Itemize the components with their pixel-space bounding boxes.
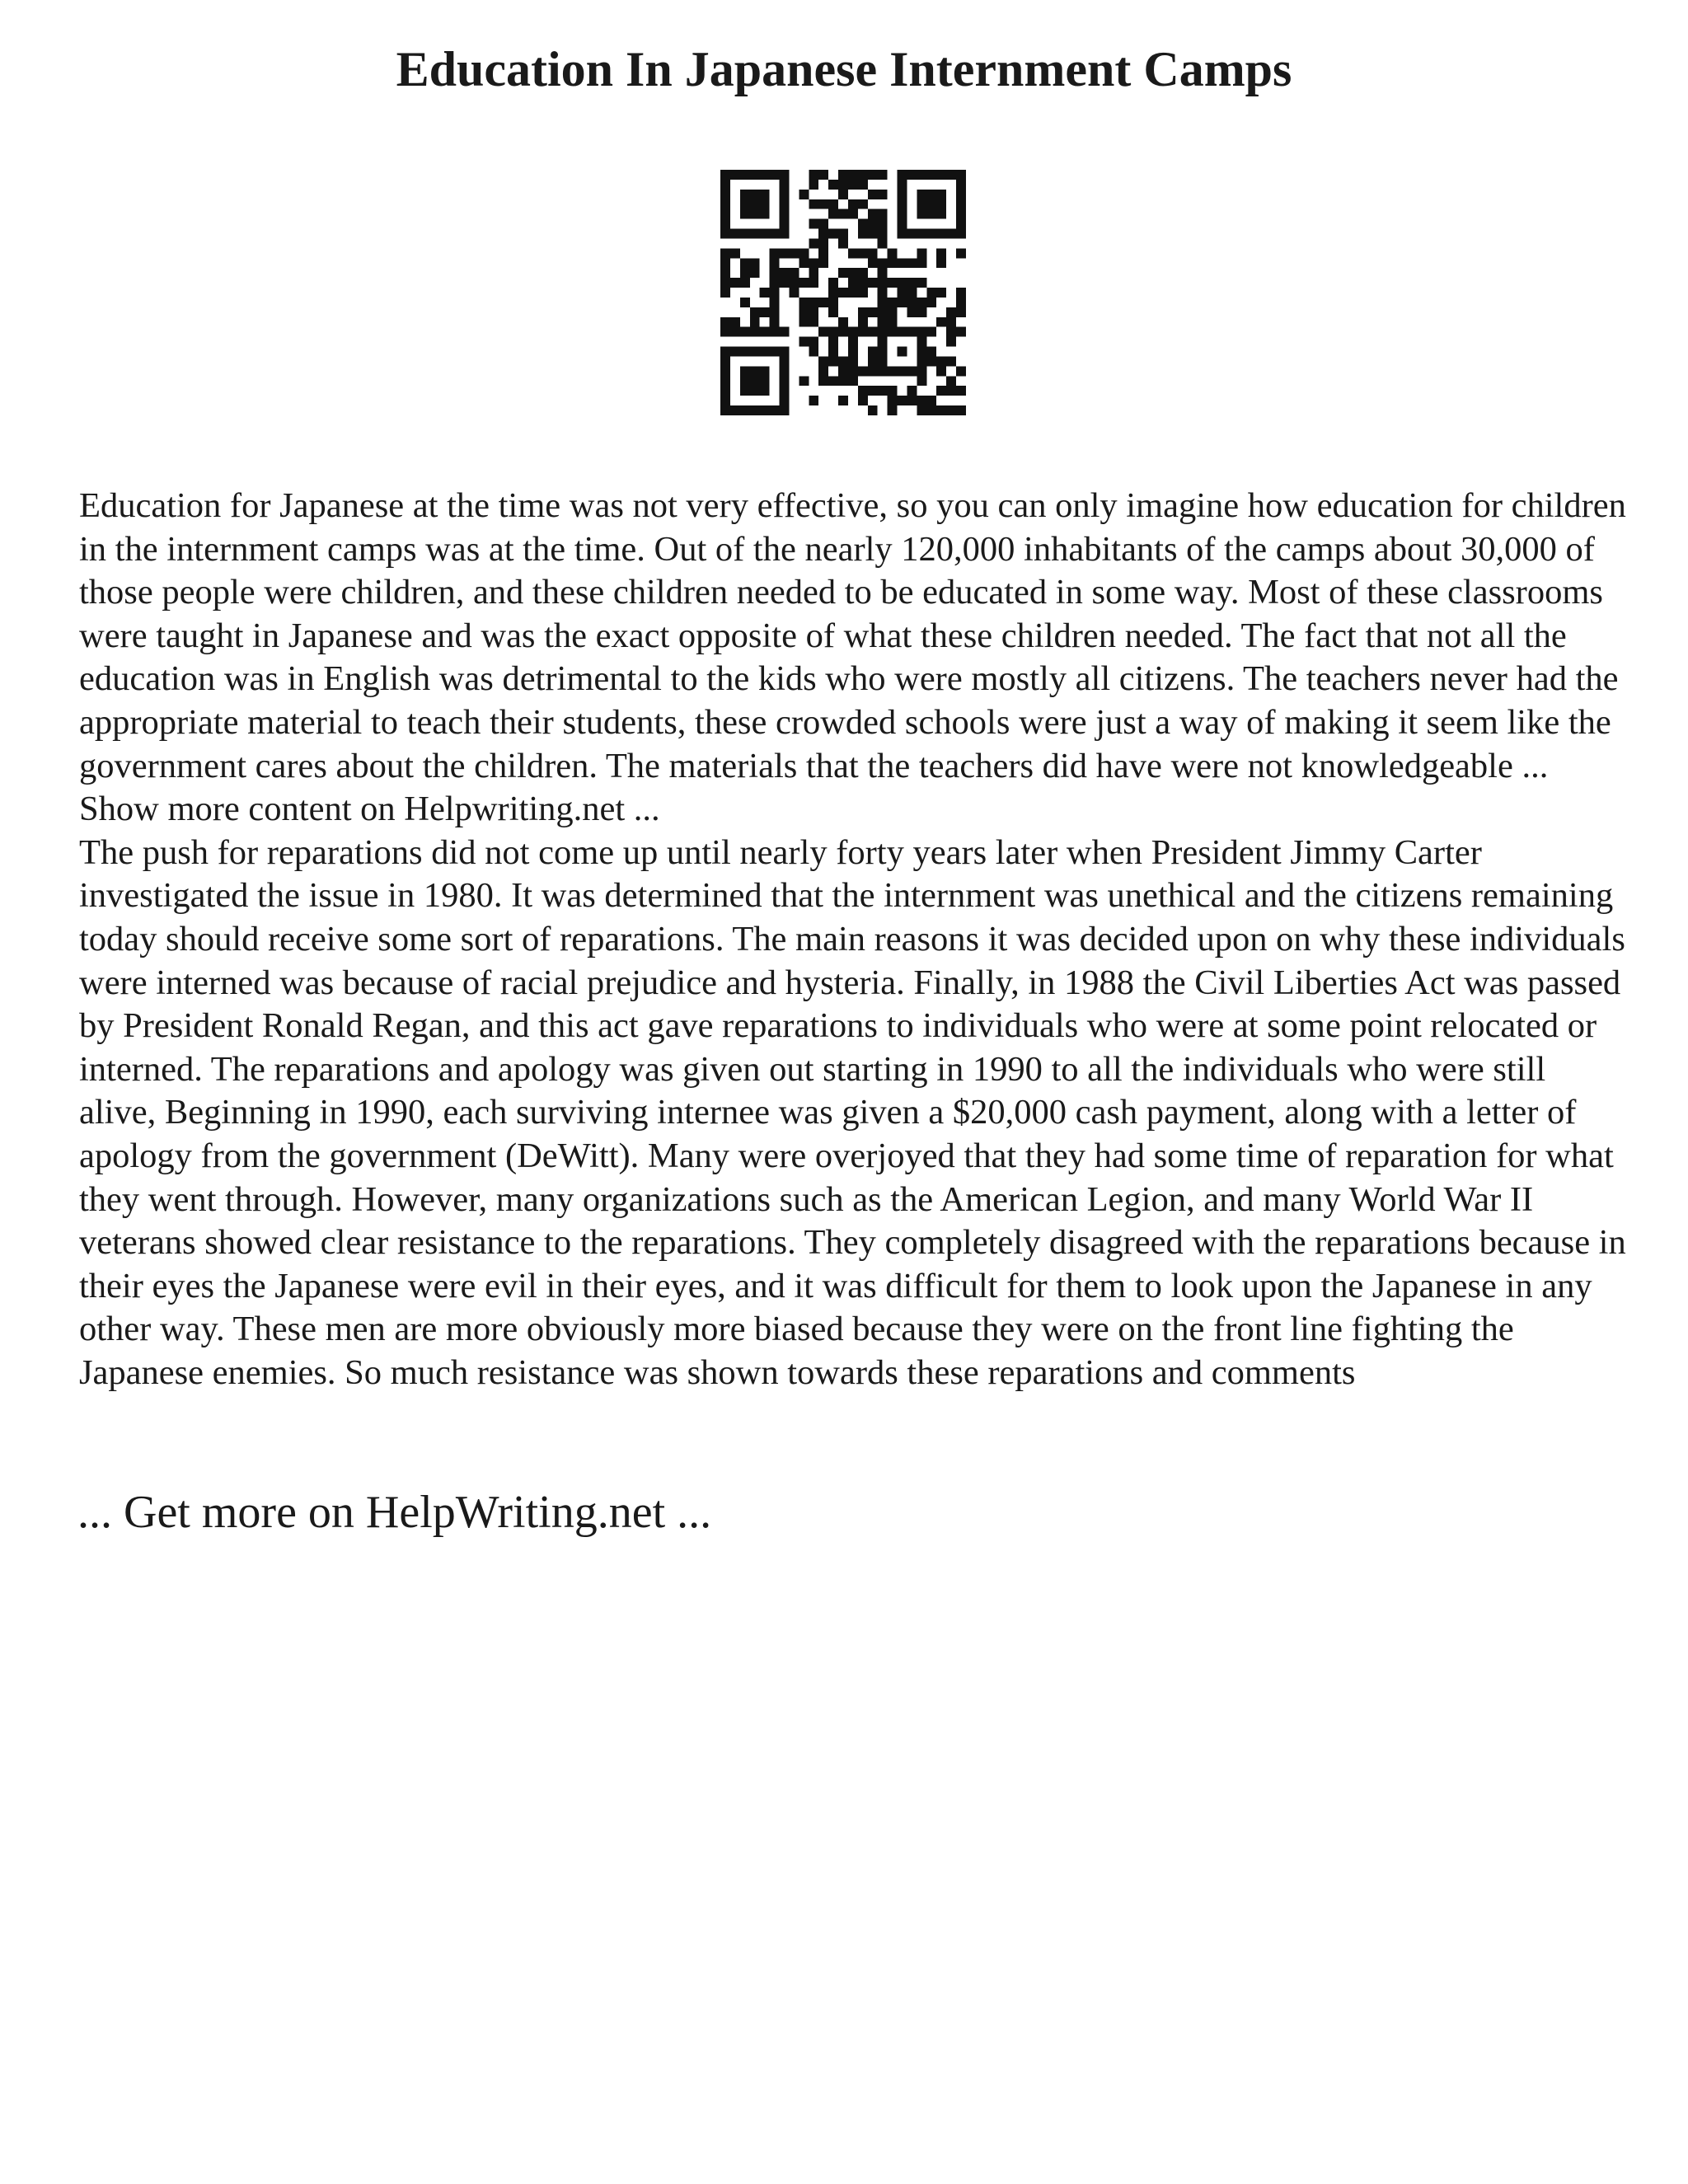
paragraph-1: Education for Japanese at the time was not very effective, so you can only imagine how education for children in the internment camps was at the time. Out of the nearly 120,000 inhabitants of the camps about 30,000 of those people were children, and these children needed to be educated in some way. Most of these classrooms were taught in Japanese and was the exact opposite of what these children needed. The fact that not all the education was in English was detrimental to the kids who were mostly all citizens. The teachers never had the appropriate material to teach their students, these crowded schools were just a way of making it seem like the government cares about the children. The materials that the teachers did have were not knowledgeable ... Show more content on Helpwriting.net ...	[79, 486, 1626, 829]
document-title: Education In Japanese Internment Camps	[396, 42, 1292, 96]
qr-code-icon[interactable]	[720, 170, 966, 415]
paragraph-2: The push for reparations did not come up until nearly forty years later when President Jimmy Carter investigated the issue in 1980. It was determined that the internment was unethical and the citizens remaining today should receive some sort of reparations. The main reasons it was decided upon on why these individuals were interned was because of racial prejudice and hysteria. Finally, in 1988 the Civil Liberties Act was passed by President Ronald Regan, and this act gave reparations to individuals who were at some point relocated or interned. The reparations and apology was given out starting in 1990 to all the individuals who were still alive, Beginning in 1990, each surviving internee was given a $20,000 cash payment, along with a letter of apology from the government (DeWitt). Many were overjoyed that they had some time of reparation for what they went through. However, many organizations such as the American Legion, and many World War II veterans showed clear resistance to the reparations. They completely disagreed with the reparations because in their eyes the Japanese were evil in their eyes, and it was difficult for them to look upon the Japanese in any other way. These men are more obviously more biased because they were on the front line fighting the Japanese enemies. So much resistance was shown towards these reparations and comments	[79, 832, 1626, 1392]
get-more-link[interactable]: ... Get more on HelpWriting.net ...	[77, 1487, 712, 1538]
document-body	[79, 485, 1629, 1394]
